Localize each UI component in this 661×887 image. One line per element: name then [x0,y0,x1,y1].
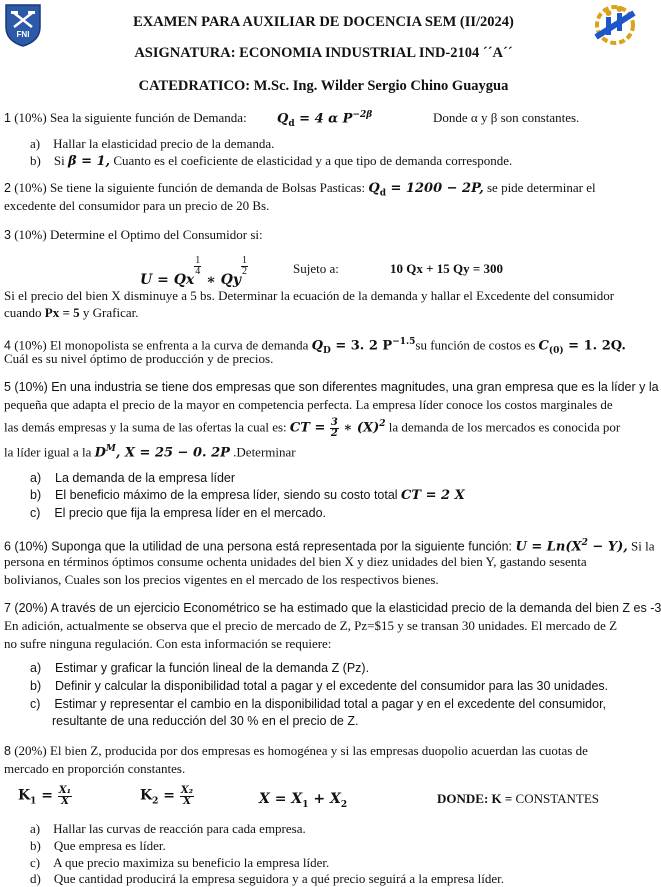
exam-subject: ASIGNATURA: ECONOMIA INDUSTRIAL IND-2104 ´´A´´ [134,45,513,61]
q8-donde: DONDE: K = CONSTANTES [437,791,600,806]
q1-text: 1 (10%) Sea la siguiente función de Demanda: [4,110,247,125]
exam-title: EXAMEN PARA AUXILIAR DE DOCENCIA SEM (II/2024) [133,14,514,30]
q8-item-a: a) Hallar las curvas de reacción para cada empresa. [30,821,306,836]
exam-teacher: CATEDRATICO: M.Sc. Ing. Wilder Sergio Chino Guaygua [138,78,509,94]
q3-line2: cuando Px = 5 y Graficar. [4,305,139,320]
q1-item-a: a) Hallar la elasticidad precio de la demanda. [30,136,275,151]
q5-line2: pequeña que adapta el precio de la mayor en competencia perfecta. La empresa líder conoce los costos marginales de [4,397,613,412]
q8-line2: mercado en proporción constantes. [4,761,186,776]
q2-line2: excedente del consumidor para un precio de 20 Bs. [4,198,270,213]
q3-subject-to: Sujeto a: [293,261,339,276]
q5-line4: la líder igual a la $D^M$, X = 25 − 0. 2P .Determinar [4,444,296,461]
q7-item-c-cont: resultante de una reducción del 30 % en el precio de Z. [52,714,359,728]
q8-item-d: d) Que cantidad producirá la empresa seguidora y a qué precio seguirá a la empresa líder. [30,871,504,886]
q3-constraint: 10 Qx + 15 Qy = 300 [390,261,504,276]
q4-line2: Cuál es su nivel óptimo de producción y de precios. [4,351,274,366]
q5-item-c: c) El precio que fija la empresa líder en el mercado. [30,506,326,520]
q8-k1: $K_1$ = $\frac{\text{X₁}}{X}$ [18,785,72,807]
q1-note: Donde α y β son constantes. [433,110,580,125]
q3-line1: Si el precio del bien X disminuye a 5 bs. Determinar la ecuación de la demanda y hallar el Excedente del consumidor [4,288,615,303]
q1-formula: $Q_d = 4$ α $P^{-2\beta}$ [277,110,373,129]
q5-line1: 5 (10%) En una industria se tiene dos empresas que son diferentes magnitudes, una gran empresa que es la líder y la [4,380,659,394]
q6-line3: bolivianos, Cuales son los precios vigentes en el mercado de los respectivos bienes. [4,572,439,587]
q8-line1: 8 (20%) El bien Z, producida por dos empresas es homogénea y si las empresas duopolio acuerdan las cuotas de [4,743,588,758]
q4-line1: 4 (10%) El monopolista se enfrenta a la curva de demanda $Q_D = 3$. 2 $P^{-1.5}su$ función de costos es $C_{(0)} = 1$. 2Q. [4,337,626,356]
q7-item-c: c) Estimar y representar el cambio en la disponibilidad total a pagar y en el excedente del consumidor, [30,697,607,711]
q8-item-b: b) Que empresa es líder. [30,838,166,853]
q7-line1: 7 (20%) A través de un ejercicio Econométrico se ha estimado que la elasticidad precio de la demanda del bien Z es -3 [4,601,661,615]
q7-line2: En adición, actualmente se observa que el precio de mercado de Z, Pz=$15 y se transan 30 unidades. El mercado de Z [4,618,618,633]
q8-k2: $K_2$ = $\frac{\text{X₂}}{X}$ [140,785,194,807]
q3-text: 3 (10%) Determine el Optimo del Consumidor si: [4,227,263,242]
q6-line2: persona en términos óptimos consume ochenta unidades del bien X y diez unidades del bien Y, gastando sesenta [4,554,587,569]
q8-sum: $X = X_1 + X_2$ [259,791,348,810]
q5-line3: las demás empresas y la suma de las ofertas la cual es: CT = $\frac{3}{2}$ ∗ $(X)^2$ la demanda de los mercados es conocida por [4,416,621,439]
q1-item-b: b) Si β = 1, Cuanto es el coeficiente de elasticidad y a que tipo de demanda corresponde. [30,153,513,169]
q5-item-a: a) La demanda de la empresa líder [30,471,236,485]
q7-item-b: b) Definir y calcular la disponibilidad total a pagar y el excedente del consumidor para las 30 unidades. [30,679,609,693]
q5-item-b: b) El beneficio máximo de la empresa líder, siendo su costo total CT = 2 X [30,488,465,503]
fni-logo-text: FNI [16,30,30,39]
q7-line3: no sufre ninguna regulación. Con esta información se requiere: [4,636,332,651]
q8-item-c: c) A que precio maximiza su beneficio la empresa líder. [30,855,330,870]
q3-utility: U = Qx $\frac{1}{4}$ ∗ Qy $\frac{1}{2}$ [140,255,247,288]
q7-item-a: a) Estimar y graficar la función lineal de la demanda Z (Pz). [30,661,370,675]
q6-line1: 6 (10%) Suponga que la utilidad de una persona está representada por la siguiente función: $U = Ln(X^2 - Y)$, Si la [4,538,655,555]
q2-line1: 2 (10%) Se tiene la siguiente función de demanda de Bolsas Pasticas: $Q_d = 1200 - 2P$, se pide determinar el [4,180,596,199]
